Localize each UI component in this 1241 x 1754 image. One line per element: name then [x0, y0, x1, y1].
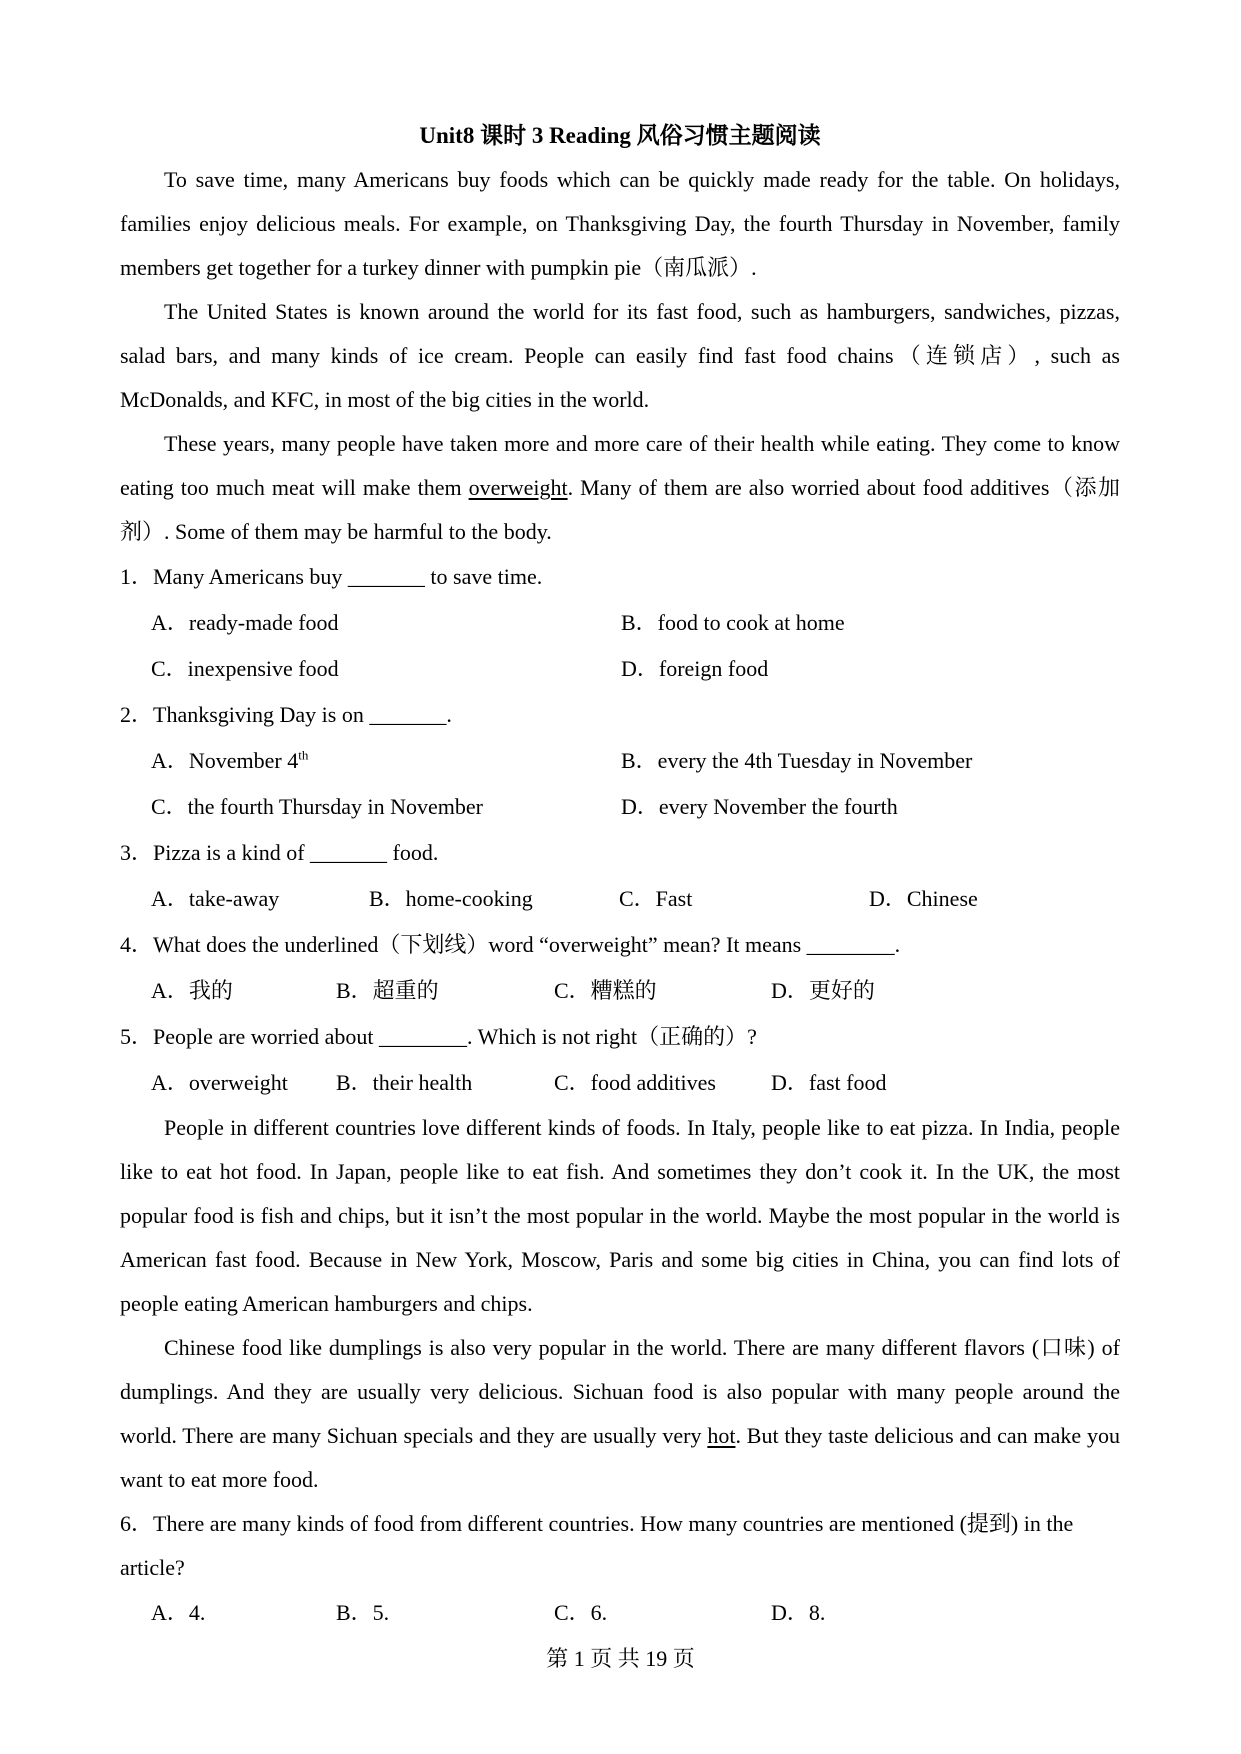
question-3-option-b: B．home-cooking — [369, 886, 533, 911]
question-5-option-a: A．overweight — [151, 1070, 288, 1095]
question-1-option-a: A．ready-made food — [151, 610, 339, 635]
question-6-option-d: D．8. — [771, 1600, 826, 1625]
question-4-options — [120, 968, 1120, 1014]
question-2-option-c: C．the fourth Thursday in November — [151, 794, 483, 819]
question-5-option-c: C．food additives — [554, 1070, 716, 1095]
paragraph-text: . Many of them are also worried about food additives（添加剂）. Some of them may be harmful to the body. — [120, 475, 1120, 544]
question-2-stem: 2．Thanksgiving Day is on _______. — [120, 702, 452, 727]
question-1-option-b: B．food to cook at home — [621, 610, 845, 635]
question-4-option-a: A．我的 — [151, 978, 233, 1003]
option-text: A．November 4 — [151, 748, 299, 773]
page-footer: 第 1 页 共 19 页 — [546, 1646, 695, 1671]
passage2-paragraph-1: People in different countries love different kinds of foods. In Italy, people like to eat pizza. In India, people like to eat hot food. In Japan, people like to eat fish. And sometimes they don’t cook it. In the UK, the most popular food is fish and chips, but it isn’t the most popular in the world. Maybe the most popular in the world is American fast food. Because in New York, Moscow, Paris and some big cities in China, you can find lots of people eating American hamburgers and chips. — [120, 1115, 1120, 1316]
question-4-option-d: D．更好的 — [771, 978, 875, 1003]
question-6-option-b: B．5. — [336, 1600, 390, 1625]
document-title: Unit8 课时 3 Reading 风俗习惯主题阅读 — [419, 123, 821, 148]
question-2-option-b: B．every the 4th Tuesday in November — [621, 748, 973, 773]
paragraph-text: . But they taste delicious and can make you want to eat more food. — [120, 1423, 1120, 1492]
document-content — [120, 114, 1120, 1636]
question-6-stem: 6．There are many kinds of food from different countries. How many countries are mentioned (提到) in the article? — [120, 1511, 1074, 1580]
question-5-options — [120, 1060, 1120, 1106]
question-2-option-a — [151, 738, 621, 784]
underlined-word-hot: hot — [707, 1423, 736, 1448]
ordinal-suffix: th — [298, 747, 309, 763]
question-2-option-d: D．every November the fourth — [621, 794, 898, 819]
question-4-option-c: C．糟糕的 — [554, 978, 657, 1003]
question-3-stem: 3．Pizza is a kind of _______ food. — [120, 840, 439, 865]
underlined-word-overweight: overweight — [468, 475, 568, 500]
question-3-option-c: C．Fast — [619, 886, 693, 911]
paragraph-text: Chinese food like dumplings is also very popular in the world. There are many different flavors (口味) of dumplings. And they are usually very delicious. Sichuan food is also popular with many people around the world. There are many Sichuan specials and they are usually very — [120, 1335, 1120, 1448]
question-6-option-c: C．6. — [554, 1600, 608, 1625]
question-1-options — [120, 600, 1120, 692]
question-5-option-b: B．their health — [336, 1070, 473, 1095]
question-3-option-a: A．take-away — [151, 886, 280, 911]
question-3-options — [120, 876, 1120, 922]
question-5-stem: 5．People are worried about ________. Which is not right（正确的）? — [120, 1024, 757, 1049]
question-6-options — [120, 1590, 1120, 1636]
question-2-options — [120, 738, 1120, 830]
passage2-paragraph-2 — [120, 1326, 1120, 1502]
question-1-stem: 1．Many Americans buy _______ to save time. — [120, 564, 543, 589]
passage1-paragraph-3 — [120, 422, 1120, 554]
question-3-option-d: D．Chinese — [869, 886, 978, 911]
question-6-option-a: A．4. — [151, 1600, 206, 1625]
question-5-option-d: D．fast food — [771, 1070, 887, 1095]
question-4-stem: 4．What does the underlined（下划线）word “overweight” mean? It means ________. — [120, 932, 901, 957]
question-4-option-b: B．超重的 — [336, 978, 439, 1003]
passage1-paragraph-2: The United States is known around the world for its fast food, such as hamburgers, sandwiches, pizzas, salad bars, and many kinds of ice cream. People can easily find fast food chains（连锁店）, such as McDonalds, and KFC, in most of the big cities in the world. — [120, 299, 1120, 412]
question-1-option-c: C．inexpensive food — [151, 656, 339, 681]
passage1-paragraph-1: To save time, many Americans buy foods which can be quickly made ready for the table. On holidays, families enjoy delicious meals. For example, on Thanksgiving Day, the fourth Thursday in November, family members get together for a turkey dinner with pumpkin pie（南瓜派）. — [120, 167, 1120, 280]
paragraph-text: These years, many people have taken more and more care of their health while eating. They come to know eating too much meat will make them — [120, 431, 1120, 500]
question-1-option-d: D．foreign food — [621, 656, 769, 681]
